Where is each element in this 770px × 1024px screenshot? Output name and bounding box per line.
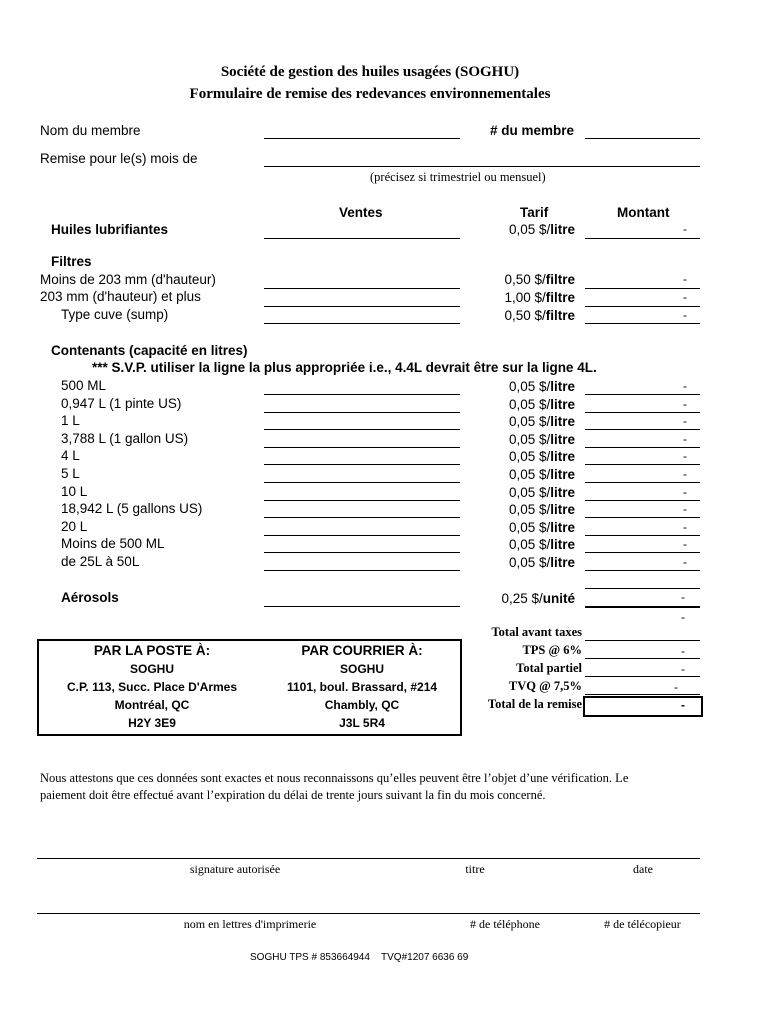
container-sales-field[interactable]	[264, 464, 460, 465]
filter-amount: -	[683, 272, 687, 286]
signature-line[interactable]	[37, 858, 700, 859]
fax-label: # de télécopieur	[604, 917, 681, 931]
pre-tax-amount: -	[681, 610, 685, 624]
container-sales-field[interactable]	[264, 570, 460, 571]
container-amount-line	[585, 500, 700, 501]
pre-tax-label: Total avant taxes	[491, 625, 582, 639]
courier-line4: J3L 5R4	[339, 716, 385, 730]
container-row-label: 500 ML	[61, 378, 107, 393]
container-amount-line	[585, 447, 700, 448]
printed-name-label: nom en lettres d'imprimerie	[183, 917, 317, 931]
container-amount-line	[585, 552, 700, 553]
signature-date-label: date	[633, 862, 653, 876]
aerosols-amount: -	[681, 590, 685, 604]
subtotal-label: Total partiel	[516, 661, 582, 675]
filter-row-label: Type cuve (sump)	[61, 307, 169, 322]
mail-line4: H2Y 3E9	[128, 716, 176, 730]
tps-line	[585, 658, 700, 659]
filter-amount-line	[585, 323, 700, 324]
container-rate: 0,05 $/litre	[508, 537, 575, 552]
signature-authorized-label: signature autorisée	[189, 862, 281, 876]
container-amount: -	[683, 555, 687, 569]
container-sales-field[interactable]	[264, 552, 460, 553]
filter-row-label: 203 mm (d'hauteur) et plus	[40, 289, 201, 304]
filter-sales-field[interactable]	[264, 288, 460, 289]
container-amount: -	[683, 537, 687, 551]
member-number-field[interactable]	[585, 138, 700, 139]
pre-tax-line	[585, 640, 700, 641]
containers-heading: Contenants (capacité en litres)	[51, 343, 248, 358]
container-amount: -	[683, 432, 687, 446]
lubricants-amount: -	[683, 222, 687, 236]
container-sales-field[interactable]	[264, 429, 460, 430]
lubricants-amount-line	[585, 238, 700, 239]
container-rate: 0,05 $/litre	[508, 449, 575, 464]
member-name-field[interactable]	[264, 138, 460, 139]
aerosols-sales-field[interactable]	[264, 606, 460, 607]
filter-amount-line	[585, 288, 700, 289]
container-rate: 0,05 $/litre	[508, 520, 575, 535]
container-amount: -	[683, 467, 687, 481]
container-sales-field[interactable]	[264, 412, 460, 413]
mail-line2: C.P. 113, Succ. Place D'Armes	[66, 680, 238, 694]
mail-line1: SOGHU	[129, 662, 174, 676]
form-title-line1: Société de gestion des huiles usagées (SOGHU)	[220, 64, 520, 80]
col-amount-header: Montant	[617, 205, 670, 220]
container-sales-field[interactable]	[264, 517, 460, 518]
container-rate: 0,05 $/litre	[508, 467, 575, 482]
container-amount-line	[585, 535, 700, 536]
containers-note: *** S.V.P. utiliser la ligne la plus appropriée i.e., 4.4L devrait être sur la ligne 4L.	[92, 360, 597, 375]
tvq-line	[585, 694, 700, 695]
filter-rate: 0,50 $/filtre	[504, 272, 575, 287]
aerosols-rate: 0,25 $/unité	[501, 591, 575, 606]
container-amount-line	[585, 412, 700, 413]
aerosols-amount-top-line	[585, 588, 700, 589]
container-sales-field[interactable]	[264, 447, 460, 448]
member-name-label: Nom du membre	[40, 123, 141, 138]
form-title-line2: Formulaire de remise des redevances environnementales	[189, 86, 551, 102]
container-row-label: 3,788 L (1 gallon US)	[61, 431, 189, 446]
filter-rate: 1,00 $/filtre	[504, 290, 575, 305]
tps-amount: -	[681, 644, 685, 658]
courier-line1: SOGHU	[339, 662, 384, 676]
container-amount: -	[683, 449, 687, 463]
aerosols-label: Aérosols	[61, 590, 119, 605]
courier-heading: PAR COURRIER À:	[301, 643, 423, 658]
aerosols-amount-line	[585, 606, 700, 608]
lubricants-sales-field[interactable]	[264, 238, 460, 239]
courier-line3: Chambly, QC	[324, 698, 400, 712]
container-rate: 0,05 $/litre	[508, 379, 575, 394]
filters-heading: Filtres	[51, 254, 92, 269]
container-row-label: 10 L	[61, 484, 88, 499]
container-rate: 0,05 $/litre	[508, 397, 575, 412]
container-rate: 0,05 $/litre	[508, 432, 575, 447]
filter-row-label: Moins de 203 mm (d'hauteur)	[40, 272, 216, 287]
container-amount-line	[585, 464, 700, 465]
container-row-label: 4 L	[61, 448, 80, 463]
mail-line3: Montréal, QC	[114, 698, 190, 712]
lubricants-rate: 0,05 $/litre	[508, 222, 575, 237]
subtotal-amount: -	[681, 662, 685, 676]
container-amount: -	[683, 502, 687, 516]
filter-sales-field[interactable]	[264, 306, 460, 307]
container-row-label: 5 L	[61, 466, 80, 481]
tps-label: TPS @ 6%	[522, 643, 582, 657]
container-rate: 0,05 $/litre	[508, 555, 575, 570]
container-amount: -	[683, 520, 687, 534]
container-amount: -	[683, 397, 687, 411]
period-label: Remise pour le(s) mois de	[40, 151, 198, 166]
container-sales-field[interactable]	[264, 394, 460, 395]
container-rate: 0,05 $/litre	[508, 414, 575, 429]
container-sales-field[interactable]	[264, 482, 460, 483]
footer-tax-numbers: SOGHU TPS # 853664944 TVQ#1207 6636 69	[250, 952, 469, 963]
phone-label: # de téléphone	[470, 917, 540, 931]
filter-amount-line	[585, 306, 700, 307]
container-amount-line	[585, 570, 700, 571]
container-row-label: 1 L	[61, 413, 80, 428]
container-sales-field[interactable]	[264, 535, 460, 536]
filter-amount: -	[683, 290, 687, 304]
signature-title-label: titre	[465, 862, 485, 876]
tvq-amount: -	[674, 680, 678, 694]
container-row-label: Moins de 500 ML	[61, 536, 165, 551]
filter-sales-field[interactable]	[264, 323, 460, 324]
member-number-label: # du membre	[490, 123, 575, 138]
container-row-label: 18,942 L (5 gallons US)	[61, 501, 203, 516]
subtotal-line	[585, 676, 700, 677]
lubricants-label: Huiles lubrifiantes	[51, 222, 169, 237]
container-amount: -	[683, 414, 687, 428]
container-row-label: de 25L à 50L	[61, 554, 140, 569]
container-rate: 0,05 $/litre	[508, 502, 575, 517]
container-rate: 0,05 $/litre	[508, 485, 575, 500]
container-amount-line	[585, 394, 700, 395]
container-amount: -	[683, 485, 687, 499]
filter-rate: 0,50 $/filtre	[504, 308, 575, 323]
filter-amount: -	[683, 308, 687, 322]
printed-name-line[interactable]	[37, 913, 700, 914]
container-amount-line	[585, 517, 700, 518]
period-field[interactable]	[264, 166, 700, 167]
container-row-label: 0,947 L (1 pinte US)	[61, 396, 182, 411]
col-sales-header: Ventes	[339, 205, 383, 220]
mail-heading: PAR LA POSTE À:	[93, 643, 211, 658]
container-amount-line	[585, 482, 700, 483]
col-rate-header: Tarif	[520, 205, 549, 220]
grand-total-amount: -	[681, 698, 685, 712]
container-amount: -	[683, 379, 687, 393]
attestation-text: Nous attestons que ces données sont exactes et nous reconnaissons qu’elles peuvent être l’objet d’une vérification. Le paiement doit être effectué avant l’expiration du délai de trente jours suivant la fin du mois concerné.	[40, 771, 629, 802]
period-hint: (précisez si trimestriel ou mensuel)	[370, 170, 546, 184]
container-sales-field[interactable]	[264, 500, 460, 501]
courier-line2: 1101, boul. Brassard, #214	[286, 680, 438, 694]
container-amount-line	[585, 429, 700, 430]
container-row-label: 20 L	[61, 519, 88, 534]
tvq-label: TVQ @ 7,5%	[508, 679, 582, 693]
grand-total-label: Total de la remise	[487, 697, 582, 711]
